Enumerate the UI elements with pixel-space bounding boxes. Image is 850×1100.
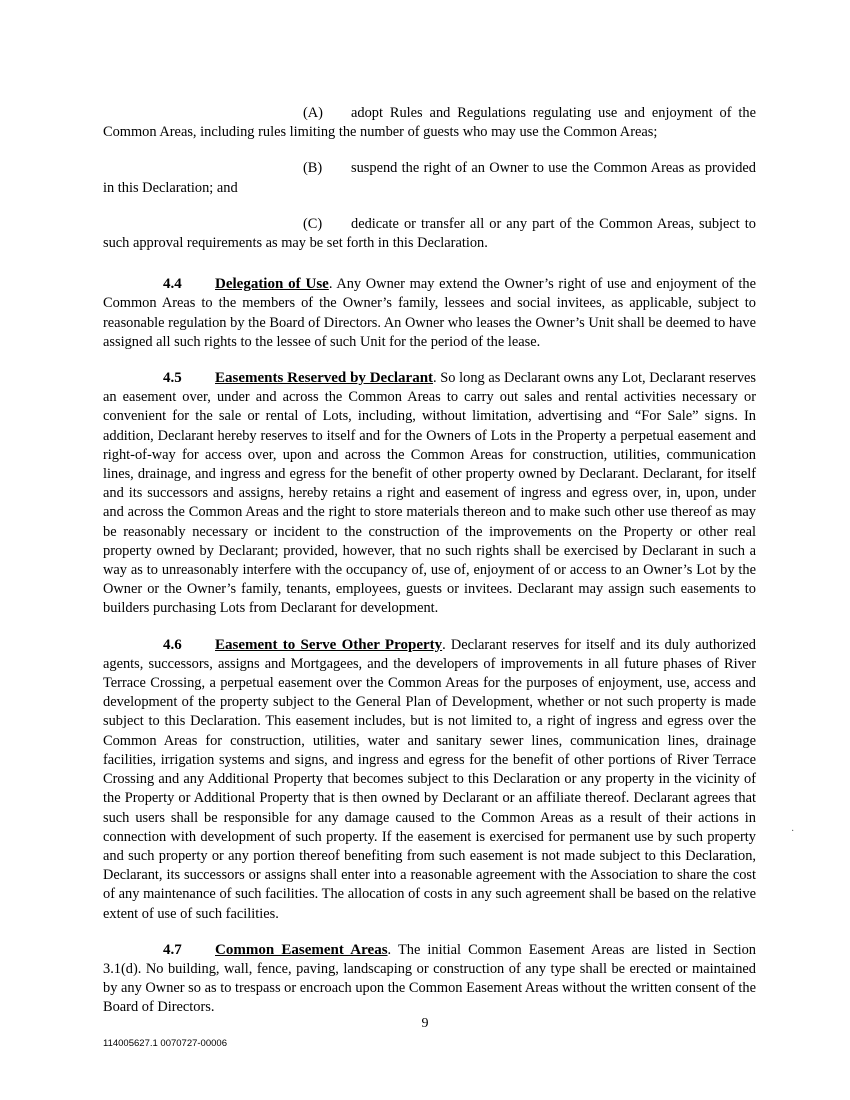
subsection-text: adopt Rules and Regulations regulating use and enjoyment of the Common Areas, including rules limiting the number of guests who may use the Common Areas;	[103, 105, 756, 141]
subsection-b	[103, 159, 756, 197]
section-title: Common Easement Areas	[215, 941, 388, 958]
subsection-text: dedicate or transfer all or any part of the Common Areas, subject to such approval requirements as may be set forth in this Declaration.	[103, 215, 756, 252]
subsection-a	[103, 104, 756, 142]
subsection-text: suspend the right of an Owner to use the Common Areas as provided in this Declaration; and	[103, 160, 756, 196]
subsection-c	[103, 215, 756, 253]
section-4-6	[103, 636, 756, 924]
section-title: Easements Reserved by Declarant	[215, 370, 434, 387]
section-number: 4.4	[163, 276, 182, 293]
section-title: Easement to Serve Other Property	[215, 636, 443, 653]
document-id: 114005627.1 0070727-00006	[103, 1038, 227, 1049]
scan-mark: ·	[791, 826, 795, 837]
section-number: 4.6	[163, 636, 182, 653]
document-body	[103, 104, 756, 1035]
page-number: 9	[421, 1016, 429, 1031]
section-number: 4.5	[163, 370, 182, 387]
section-title: Delegation of Use	[215, 276, 329, 293]
section-text: . The initial Common Easement Areas are listed in Section 3.1(d). No building, wall, fence, paving, landscaping or construction of any type shall be erected or maintained by any Owner so as to trespass or encroach upon the Common Easement Areas without the written consent of the Board of Directors.	[103, 941, 756, 1016]
section-4-4	[103, 275, 756, 352]
section-text: . Any Owner may extend the Owner’s right of use and enjoyment of the Common Areas to the members of the Owner’s family, lessees and social invitees, as applicable, subject to reasonable regulation by the Board of Directors. An Owner who leases the Owner’s Unit shall be deemed to have assigned all such rights to the lessee of such Unit for the period of the lease.	[103, 276, 756, 350]
section-number: 4.7	[163, 941, 182, 958]
subsection-label: (B)	[303, 160, 323, 177]
section-4-7	[103, 941, 756, 1018]
section-4-5	[103, 369, 756, 619]
subsection-label: (C)	[303, 215, 323, 232]
section-text: . Declarant reserves for itself and its duly authorized agents, successors, assigns and Mortgagees, and the developers of improvements in all future phases of River Terrace Crossing, a perpetual easement over the Common Areas for the purposes of enjoyment, use, access and development of the property subject to the General Plan of Development, whether or not such property is made subject to this Declaration. This easement includes, but is not limited to, a right of ingress and egress over the Common Areas for construction, utilities, water and sanitary sewer lines, communication lines, drainage facilities, irrigation systems and signs, and ingress and egress for the benefit of other portions of River Terrace Crossing and any Additional Property that becomes subject to this Declaration or any property in the vicinity of the Property or Additional Property that is then owned by Declarant or an affiliate thereof. Declarant agrees that such users shall be responsible for any damage caused to the Common Areas as a result of their actions in connection with development of such property. If the easement is exercised for permanent use by such property and such property or any portion thereof benefiting from such easement is not made subject to this Declaration, Declarant, its successors or assigns shall enter into a reasonable agreement with the Association to share the cost of any maintenance of such facilities. The allocation of costs in any such agreement shall be based on the relative extent of use of such facilities.	[103, 636, 756, 922]
section-text: . So long as Declarant owns any Lot, Declarant reserves an easement over, under and across the Common Areas to carry out sales and rental activities necessary or convenient for the sale or rental of Lots, including, without limitation, advertising and “For Sale” signs. In addition, Declarant hereby reserves to itself and for the Owners of Lots in the Property a perpetual easement and right-of-way for access over, upon and across the Common Areas for construction, utilities, communication lines, drainage, and ingress and egress for the benefit of other property owned by Declarant. Declarant, for itself and its successors and assigns, hereby retains a right and easement of ingress and egress over, in, upon, under and across the Common Areas and the right to store materials thereon and to make such other use thereof as may be reasonably necessary or incident to the construction of the improvements on the Property or other real property owned by Declarant; provided, however, that no such rights shall be exercised by Declarant in such a way as to unreasonably interfere with the occupancy of, use of, enjoyment of or access to an Owner’s Lot by the Owner or the Owner’s family, tenants, employees, guests or invitees. Declarant may assign such easements to builders purchasing Lots from Declarant for development.	[103, 370, 757, 617]
subsection-label: (A)	[303, 105, 323, 121]
